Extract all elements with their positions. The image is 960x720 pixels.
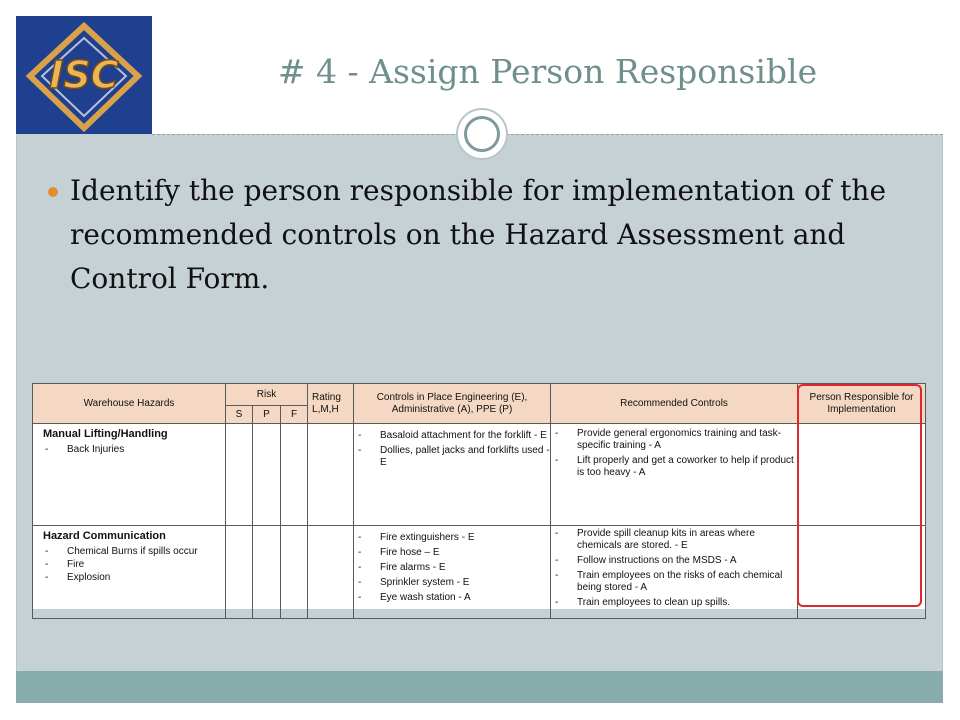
risk-f-cell <box>281 424 308 526</box>
control-item: - Fire alarms - E <box>358 562 446 573</box>
col-warehouse-hazards: Warehouse Hazards <box>33 384 226 424</box>
col-risk-s: S <box>226 406 253 424</box>
recommended-item: - Provide general ergonomics training and task-specific training - A <box>555 428 782 451</box>
recommended-item: - Train employees on the risks of each chemical being stored - A <box>555 570 783 593</box>
control-item: - Eye wash station - A <box>358 592 471 603</box>
control-item: - Dollies, pallet jacks and forklifts used - E <box>358 445 550 468</box>
svg-text:ISC: ISC <box>49 53 119 97</box>
control-item: - Basaloid attachment for the forklift - E <box>358 430 547 441</box>
col-person-responsible: Person Responsible for Implementation <box>798 384 926 424</box>
control-item: - Sprinkler system - E <box>358 577 470 588</box>
control-item: - Fire hose – E <box>358 547 440 558</box>
rating-cell <box>308 424 354 526</box>
risk-p-cell <box>253 526 281 619</box>
recommended-cell <box>551 526 798 619</box>
hazard-item: - Fire <box>45 559 85 570</box>
recommended-item: - Provide spill cleanup kits in areas where chemicals are stored. - E <box>555 528 755 551</box>
recommended-item: - Follow instructions on the MSDS - A <box>555 555 737 566</box>
person-responsible-cell[interactable] <box>798 526 926 619</box>
risk-f-cell <box>281 526 308 619</box>
risk-s-cell <box>226 424 253 526</box>
footer-bar <box>16 671 943 703</box>
col-rating: Rating L,M,H <box>308 384 354 424</box>
risk-s-cell <box>226 526 253 619</box>
hazard-title: Manual Lifting/Handling <box>43 428 168 440</box>
col-recommended-controls: Recommended Controls <box>551 384 798 424</box>
col-risk-f: F <box>281 406 308 424</box>
recommended-item: - Lift properly and get a coworker to help if product is too heavy - A <box>555 455 794 478</box>
slide-title: # 4 - Assign Person Responsible <box>277 52 818 91</box>
recommended-cell <box>551 424 798 526</box>
controls-cell <box>354 424 551 526</box>
controls-cell <box>354 526 551 619</box>
hazard-item: - Chemical Burns if spills occur <box>45 546 198 557</box>
bullet-dot-icon <box>48 187 58 197</box>
col-risk-p: P <box>253 406 281 424</box>
ring-ornament-icon <box>456 108 508 160</box>
col-risk: Risk <box>226 384 308 406</box>
isc-logo <box>16 16 152 134</box>
table-row <box>33 526 926 619</box>
table-row <box>33 424 926 526</box>
rating-cell <box>308 526 354 619</box>
recommended-item: - Train employees to clean up spills. <box>555 597 731 608</box>
header-divider <box>152 134 943 135</box>
col-controls-in-place: Controls in Place Engineering (E), Administrative (A), PPE (P) <box>354 384 551 424</box>
hazard-title: Hazard Communication <box>43 530 166 542</box>
bullet-text: Identify the person responsible for implementation of the recommended controls on the Hazard Assessment and Control Form. <box>70 174 887 295</box>
hazard-assessment-form <box>32 383 925 609</box>
hazard-item: - Explosion <box>45 572 111 583</box>
person-responsible-cell[interactable] <box>798 424 926 526</box>
control-item: - Fire extinguishers - E <box>358 532 475 543</box>
hazard-item: - Back Injuries <box>45 444 125 455</box>
risk-p-cell <box>253 424 281 526</box>
